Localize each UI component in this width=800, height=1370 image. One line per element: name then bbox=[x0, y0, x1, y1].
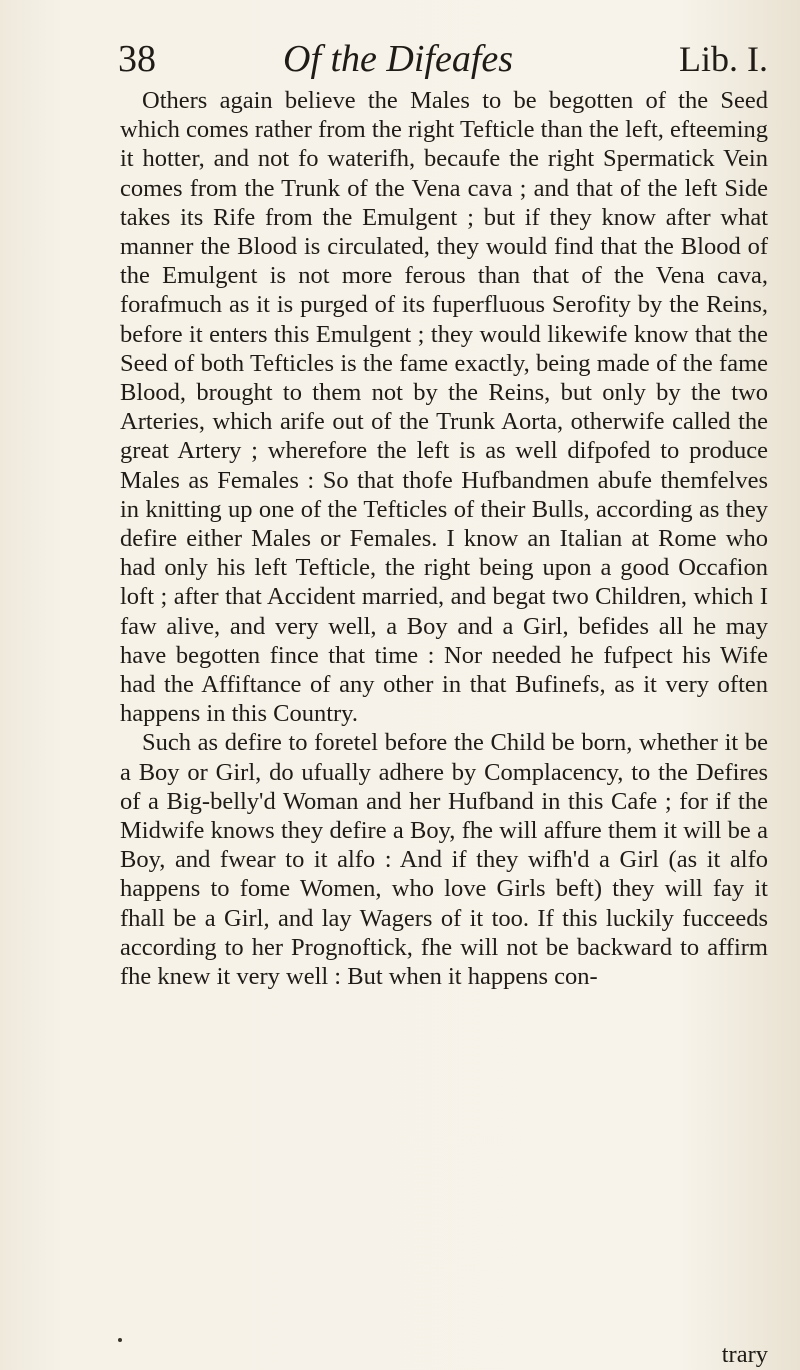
catchword: trary bbox=[721, 1341, 768, 1368]
paragraph-1: Others again believe the Males to be begotten of the Seed which comes rather from the right Tefticle than the left, efteeming it hotter, and not fo waterifh, becaufe the right Spermatick Vein comes from the Trunk of the Vena cava ; and that of the left Side takes its Rife from the Emulgent ; but if they know after what manner the Blood is circulated, they would find that the Blood of the Emulgent is not more ferous than that of the Vena cava, forafmuch as it is purged of its fuperfluous Serofity by the Reins, before it enters this Emulgent ; they would likewife know that the Seed of both Tefticles is the fame exactly, being made of the fame Blood, brought to them not by the Reins, but only by the two Arteries, which arife out of the Trunk Aorta, otherwife called the great Artery ; wherefore the left is as well difpofed to produce Males as Females : So that thofe Hufbandmen abufe themfelves in knitting up one of the Tefticles of their Bulls, according as they defire either Males or Females. I know an Italian at Rome who had only his left Tefticle, the right being upon a good Occafion loft ; after that Accident married, and begat two Children, which I faw alive, and very well, a Boy and a Girl, befides all he may have begotten fince that time : Nor needed he fufpect his Wife had the Affiftance of any other in that Bufinefs, as it very often happens in this Country. bbox=[120, 87, 768, 728]
paragraph-2: Such as defire to foretel before the Child be born, whether it be a Boy or Girl, do ufually adhere by Complacency, to the Defires of a Big-belly'd Woman and her Hufband in this Cafe ; for if the Midwife knows they defire a Boy, fhe will affure them it will be a Boy, and fwear to it alfo : And if they wifh'd a Girl (as it alfo happens to fome Women, who love Girls beft) they will fay it fhall be a Girl, and lay Wagers of it too. If this luckily fucceeds according to her Prognoftick, fhe will not be backward to affirm fhe knew it very well : But when it happens con- bbox=[120, 729, 768, 991]
page-number: 38 bbox=[118, 38, 156, 80]
ink-speck bbox=[118, 1338, 122, 1342]
book-reference: Lib. I. bbox=[679, 39, 768, 79]
body-text bbox=[120, 86, 768, 991]
page-header bbox=[118, 34, 768, 84]
running-title: Of the Difeafes bbox=[283, 38, 514, 80]
